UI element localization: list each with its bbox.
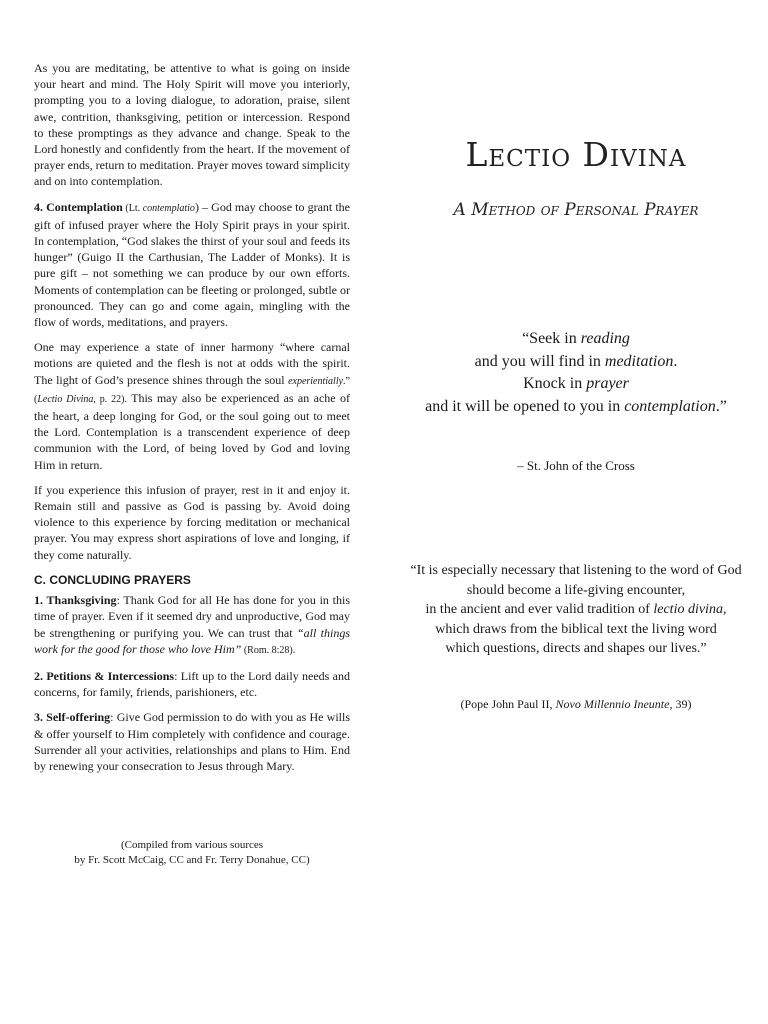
self-offering-paragraph	[34, 709, 350, 774]
left-column	[34, 60, 350, 783]
credits	[34, 838, 350, 868]
quote1-l3-text: Knock in	[523, 375, 587, 392]
thanksgiving-text: : Thank God for all He has done for you in this time of prayer. Even if it seemed dry and unproductive, God may be strengthening or purifying you. We can trust that	[34, 593, 351, 640]
quote1-line-1	[384, 328, 768, 351]
quote1-line-4	[384, 396, 768, 419]
quote2-line-5: which questions, directs and shapes our lives.”	[445, 641, 707, 657]
page-subtitle: A Method of Personal Prayer	[453, 200, 699, 220]
quote2-l3-italic: lectio divina,	[653, 602, 727, 618]
harmony-cite-open: .” (	[34, 375, 350, 405]
harmony-text-after: This may also be experienced as an ache of the heart, a deep longing for God, or the soul going out to meet the Lord. Contemplation is a transcendent experience of deep communion with the Lord, of being loved by God and loving Him in return.	[34, 390, 350, 472]
page-title: Lectio Divina	[465, 135, 687, 174]
concluding-prayers-heading: C. CONCLUDING PRAYERS	[34, 572, 191, 587]
credits-line-1: (Compiled from various sources	[120, 839, 264, 851]
attr2-italic: Novo Millennio Ineunte	[555, 697, 670, 711]
quote2-line-4: which draws from the biblical text the living word	[435, 621, 717, 637]
harmony-text: One may experience a state of inner harmony “where carnal motions are quieted and the flesh is not at odds with the spirit. The light of God’s presence shines through the soul	[34, 340, 350, 387]
thanksgiving-quote: “all things work for the good for those who love Him”	[34, 625, 350, 656]
quote1-line-3	[384, 373, 768, 396]
contemplation-text: ) – God may choose to grant the gift of infused prayer where the Holy Spirit prays in your spirit. In contemplation, “God slakes the thirst of your soul and feeds its hunger” (Guigo II the Carthusian, The Ladder of Monks). It is pure gift – not something we can produce by our own efforts. Moments of contemplation can be fleeting or prolonged, subtle or pronounced. They can go and come again, mingling with the flow of words, meditations, and prayers.	[34, 199, 350, 330]
harmony-cite-page: , p. 22).	[93, 393, 127, 405]
quote1-l4-end: .”	[715, 397, 727, 415]
john-paul-quote	[384, 561, 768, 659]
quote1-l4-italic: contemplation	[624, 397, 716, 415]
quote2-line-3	[384, 600, 768, 620]
contemplation-label: 4. Contemplation	[34, 199, 123, 214]
quote1-line-2	[384, 351, 768, 374]
self-offering-text: : Give God permission to do with you as He wills & offer yourself to Him completely with confidence and courage. Surrender all your activities, relationships and plans to Him. End by renewing your consecration to Jesus through Mary.	[34, 710, 351, 773]
john-of-the-cross-quote	[384, 328, 768, 418]
contemplation-paragraph	[34, 199, 350, 331]
thanksgiving-paragraph	[34, 592, 350, 659]
quote1-l4-text: and it will be opened to you in	[425, 397, 625, 415]
contemplation-latin: contemplatio	[142, 202, 195, 214]
harmony-paragraph	[34, 339, 350, 473]
petitions-text: : Lift up to the Lord daily needs and concerns, for family, friends, parishioners, etc.	[34, 668, 350, 700]
harmony-cite-book: Lectio Divina	[37, 393, 94, 405]
petitions-label: 2. Petitions & Intercessions	[34, 668, 175, 683]
harmony-experientially: experientially	[288, 375, 344, 387]
quote2-line-2: should become a life-giving encounter,	[466, 582, 686, 598]
quote1-l2-italic: meditation	[604, 352, 674, 370]
quote1-l3-italic: prayer	[586, 375, 629, 392]
infusion-paragraph: If you experience this infusion of prayer, rest in it and enjoy it. Remain still and passive as God is passing by. Avoid doing violence to this experience by forcing meditation or mechanical prayer. You may express short aspirations of love and longing, if they come naturally.	[34, 482, 350, 562]
credits-line-2: by Fr. Scott McCaig, CC and Fr. Terry Donahue, CC)	[74, 854, 310, 866]
self-offering-label: 3. Self-offering	[34, 710, 111, 725]
quote2-l3-text: in the ancient and ever valid tradition of	[425, 602, 654, 618]
john-paul-attribution	[384, 697, 768, 712]
thanksgiving-ref: (Rom. 8:28).	[241, 644, 296, 656]
attr2-end: , 39)	[669, 697, 692, 711]
petitions-paragraph	[34, 668, 350, 700]
quote1-l2-text: and you will find in	[474, 352, 605, 370]
quote1-l2-end: .	[673, 352, 678, 370]
quote1-l1-italic: reading	[580, 330, 630, 347]
quote2-line-1: “It is especially necessary that listening to the word of God	[410, 563, 742, 578]
thanksgiving-label: 1. Thanksgiving	[34, 593, 117, 608]
meditating-paragraph: As you are meditating, be attentive to what is going on inside your heart and mind. The Holy Spirit will move you interiorly, prompting you to a loving dialogue, to adoration, praise, silent awe, contrition, thanksgiving, petition or intercession. Respond to these promptings as they advance and change. Speak to the Lord honestly and confidently from the heart. If the movement of prayer ends, return to meditation. Prayer moves toward simplicity and on into contemplation.	[34, 61, 350, 189]
john-of-the-cross-attribution: – St. John of the Cross	[517, 458, 635, 473]
contemplation-paren: (Lt.	[122, 202, 143, 214]
quote1-l1-text: “Seek in	[522, 330, 581, 347]
attr2-text: (Pope John Paul II,	[460, 697, 556, 711]
